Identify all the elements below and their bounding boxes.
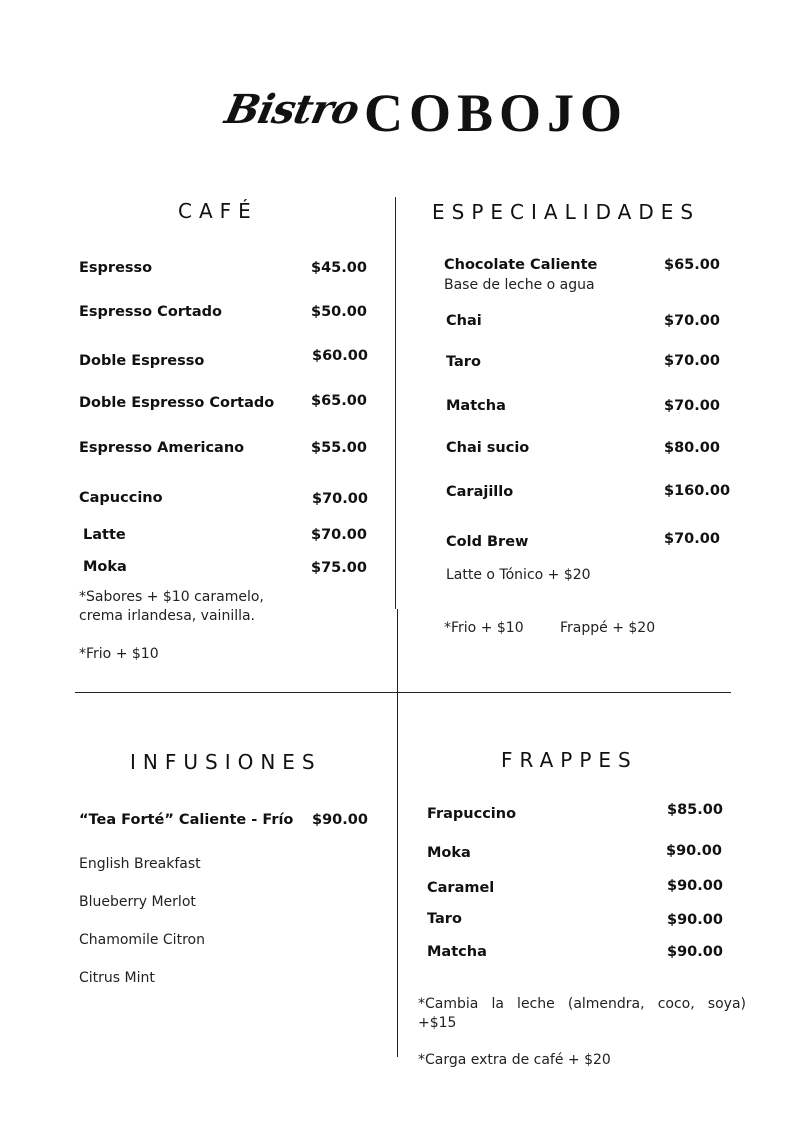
cafe-item-name: Doble Espresso: [79, 353, 205, 369]
brand-script: Bistro: [221, 86, 363, 133]
frappe-item-price: $90.00: [667, 944, 723, 960]
especialidad-item-price: $70.00: [664, 398, 720, 414]
especialidad-item-name: Chai: [446, 313, 482, 329]
vertical-divider-top: [395, 197, 396, 609]
infusion-flavor: Blueberry Merlot: [79, 894, 196, 910]
cafe-item-price: $70.00: [311, 527, 367, 543]
especialidad-item-sub: Latte o Tónico + $20: [446, 567, 591, 583]
especialidad-item-price: $65.00: [664, 257, 720, 273]
cafe-cold-note: *Frio + $10: [79, 646, 159, 662]
cafe-item-name: Espresso Americano: [79, 440, 245, 456]
cafe-item-price: $45.00: [311, 260, 367, 276]
especialidad-item-name: Chocolate Caliente: [444, 257, 598, 273]
especialidades-frappe-note: Frappé + $20: [560, 620, 656, 636]
infusion-flavor: Citrus Mint: [79, 970, 155, 986]
especialidad-item-price: $80.00: [664, 440, 720, 456]
cafe-item-name: Doble Espresso Cortado: [79, 395, 275, 411]
cafe-item-name: Espresso: [79, 260, 153, 276]
frappe-item-price: $85.00: [667, 802, 723, 818]
especialidad-item-name: Taro: [446, 354, 481, 370]
frappe-item-name: Frapuccino: [427, 806, 517, 822]
cafe-flavors-note: *Sabores + $10 caramelo, crema irlandesa, vainilla.: [79, 589, 264, 624]
cafe-item-name: Capuccino: [79, 490, 163, 506]
infusion-header-price: $90.00: [312, 812, 368, 828]
frappe-item-price: $90.00: [666, 843, 722, 859]
especialidad-item-price: $70.00: [664, 353, 720, 369]
frappe-item-price: $90.00: [667, 878, 723, 894]
cafe-item-price: $50.00: [311, 304, 367, 320]
cafe-item-name: Espresso Cortado: [79, 304, 222, 320]
infusion-header-name: “Tea Forté” Caliente - Frío: [79, 812, 294, 828]
especialidad-item-name: Cold Brew: [446, 534, 529, 550]
frappes-extra-note: *Carga extra de café + $20: [418, 1052, 611, 1068]
especialidad-item-name: Matcha: [446, 398, 506, 414]
frappe-item-name: Caramel: [427, 880, 495, 896]
cafe-item-name: Latte: [83, 527, 126, 543]
cafe-item-price: $60.00: [312, 348, 368, 364]
cafe-item-name: Moka: [83, 559, 127, 575]
brand-name: COBOJO: [364, 83, 629, 143]
especialidad-item-sub: Base de leche o agua: [444, 277, 595, 293]
frappe-item-name: Moka: [427, 845, 471, 861]
infusion-flavor: English Breakfast: [79, 856, 201, 872]
horizontal-divider: [75, 692, 731, 693]
infusion-flavor: Chamomile Citron: [79, 932, 205, 948]
cafe-title: CAFÉ: [178, 199, 258, 223]
especialidad-item-price: $160.00: [664, 483, 731, 499]
cafe-item-price: $65.00: [311, 393, 367, 409]
vertical-divider-bottom: [397, 609, 398, 1057]
frappe-item-name: Matcha: [427, 944, 487, 960]
cafe-item-price: $55.00: [311, 440, 367, 456]
infusiones-title: INFUSIONES: [130, 750, 322, 774]
especialidad-item-name: Carajillo: [446, 484, 514, 500]
frappes-milk-note: *Cambia la leche (almendra, coco, soya) +$15: [418, 996, 746, 1031]
especialidades-cold-note: *Frio + $10: [444, 620, 524, 636]
especialidades-title: ESPECIALIDADES: [432, 200, 701, 224]
cafe-item-price: $70.00: [312, 491, 368, 507]
especialidad-item-price: $70.00: [664, 313, 720, 329]
frappe-item-name: Taro: [427, 911, 462, 927]
frappes-title: FRAPPES: [501, 748, 638, 772]
cafe-item-price: $75.00: [311, 560, 367, 576]
especialidad-item-name: Chai sucio: [446, 440, 530, 456]
frappe-item-price: $90.00: [667, 912, 723, 928]
especialidad-item-price: $70.00: [664, 531, 720, 547]
